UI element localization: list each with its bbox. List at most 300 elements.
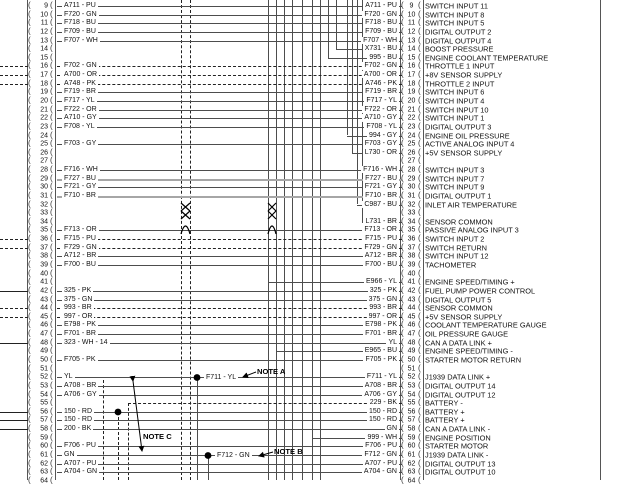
signal-name: SWITCH INPUT 4 [425,96,485,106]
right-pin-socket-icon: ( [418,380,421,390]
wire-line-19 [57,92,402,93]
signal-name: DIGITAL OUTPUT 10 [425,467,496,477]
wire-label-right: A704 - GN [363,468,397,476]
left-pin-socket-icon: ( [50,458,53,468]
right-pin-socket-icon: ( [418,69,421,79]
pin-number-left: 49 [40,347,48,355]
wire-label-right: 995 - BU [369,53,397,61]
right-pin-socket-icon: ( [418,43,421,53]
pin-number-left: 31 [40,192,48,200]
left-pin-socket-icon: ( [50,69,53,79]
right-pin-socket-icon: ( [418,302,421,312]
pin-number-right: 47 [407,330,416,338]
left-pin-socket-icon: ( [50,0,53,10]
pin-number-right: 31 [407,192,416,200]
wire-label-left: A708 - BR [64,381,97,389]
wire-label-right: A707 - PU [364,459,397,467]
left-pin-socket-icon: ( [50,104,53,114]
left-pin-socket-icon: ( [28,207,31,217]
right-pin-socket-icon: ( [401,294,404,304]
wire-stub [0,248,28,249]
right-pin-socket-icon: ( [418,156,421,166]
wire-line-55 [128,403,402,404]
left-pin-socket-icon: ( [28,251,31,261]
pin-number-left: 54 [40,391,48,399]
right-pin-socket-icon: ( [401,320,404,330]
right-pin-socket-icon: ( [401,466,404,476]
wire-line-12 [57,32,402,33]
left-pin-socket-icon: ( [28,61,31,71]
pin-number-left: 55 [40,399,48,407]
signal-name: SENSOR COMMON [425,217,493,227]
wire-line-23 [57,127,402,128]
right-pin-socket-icon: ( [418,87,421,97]
wire-label-left: F709 - BU [64,27,96,35]
pin-number-right: 20 [407,97,416,105]
right-pin-socket-icon: ( [401,138,404,148]
wire-line-50 [57,360,402,361]
left-pin-socket-icon: ( [50,268,53,278]
right-pin-socket-icon: ( [418,415,421,425]
pin-number-left: 18 [40,80,48,88]
signal-name: COOLANT TEMPERATURE GAUGE [425,320,547,330]
wire-label-left: F720 - GN [64,10,97,18]
wire-label-left: A710 - GY [64,114,97,122]
pin-number-left: 26 [40,149,48,157]
right-pin-socket-icon: ( [401,337,404,347]
pin-number-right: 37 [407,244,416,252]
wire-label-left: F703 - GY [64,140,97,148]
wire-line-13 [57,41,402,42]
left-pin-socket-icon: ( [28,130,31,140]
signal-name: INLET AIR TEMPERATURE [425,199,517,209]
wire-label-right: 375 - GN [368,295,397,303]
pin-number-left: 59 [40,434,48,442]
wire-line-46 [57,325,402,326]
right-pin-socket-icon: ( [401,69,404,79]
wire-label-left: YL [64,373,73,381]
right-pin-socket-icon: ( [401,147,404,157]
left-pin-socket-icon: ( [50,371,53,381]
wire-line-28 [57,170,402,171]
signal-name: BOOST PRESSURE [425,44,494,54]
right-pin-socket-icon: ( [418,449,421,459]
pin-number-left: 63 [40,468,48,476]
pin-number-right: 62 [407,460,416,468]
pin-number-left: 27 [40,157,48,165]
wire-label-right: L731 - BR [365,217,397,225]
left-pin-socket-icon: ( [50,242,53,252]
pin-number-left: 19 [40,88,48,96]
signal-name: +5V SENSOR SUPPLY [425,312,503,322]
left-pin-socket-icon: ( [28,346,31,356]
wire-label-right: F729 - GN [364,243,397,251]
pin-number-right: 12 [407,28,416,36]
pin-number-left: 36 [40,235,48,243]
pin-number-left: 58 [40,425,48,433]
right-pin-socket-icon: ( [401,441,404,451]
signal-name: SWITCH RETURN [425,243,487,253]
right-pin-socket-icon: ( [401,406,404,416]
signal-name: DIGITAL OUTPUT 12 [425,389,496,399]
wire-label-left: F719 - BR [64,88,96,96]
wire-label-right: 150 - RD [368,416,397,424]
wire-label-left: 200 - BK [64,425,92,433]
wire-label-left: A707 - PU [64,459,97,467]
left-pin-socket-icon: ( [28,43,31,53]
pin-number-right: 26 [407,149,416,157]
left-pin-socket-icon: ( [50,397,53,407]
pin-number-left: 23 [40,123,48,131]
left-pin-socket-icon: ( [50,441,53,451]
note-a-label: NOTE A [257,367,286,376]
left-pin-socket-icon: ( [50,259,53,269]
left-pin-socket-icon: ( [50,415,53,425]
wire-label-right: F717 - YL [366,96,397,104]
pin-number-right: 17 [407,71,416,79]
left-pin-socket-icon: ( [28,181,31,191]
wire-line-29 [57,179,402,181]
signal-name: SWITCH INPUT 3 [425,165,485,175]
left-pin-socket-icon: ( [28,363,31,373]
drop-wire [208,456,209,480]
left-pin-socket-icon: ( [28,216,31,226]
right-pin-socket-icon: ( [418,164,421,174]
left-pin-socket-icon: ( [28,406,31,416]
right-pin-socket-icon: ( [418,371,421,381]
pin-number-left: 43 [40,296,48,304]
wire-label-right: F710 - BR [365,191,397,199]
right-pin-socket-icon: ( [401,380,404,390]
left-pin-socket-icon: ( [28,190,31,200]
signal-name: DIGITAL OUTPUT 14 [425,381,496,391]
wire-label-right: F709 - BU [365,27,397,35]
right-pin-socket-icon: ( [401,268,404,278]
left-pin-socket-icon: ( [50,302,53,312]
left-pin-socket-icon: ( [28,458,31,468]
right-pin-socket-icon: ( [418,285,421,295]
signal-name: ENGINE SPEED/TIMING - [425,346,513,356]
left-pin-socket-icon: ( [28,173,31,183]
wire-line-17 [57,75,402,76]
right-pin-socket-icon: ( [401,285,404,295]
pin-number-left: 17 [40,71,48,79]
right-pin-socket-icon: ( [418,147,421,157]
signal-name: PASSIVE ANALOG INPUT 3 [425,225,519,235]
wire-stub [0,429,28,430]
wire-label-right: 994 - GY [368,131,397,139]
note-b-label: NOTE B [274,447,303,456]
pin-number-left: 52 [40,373,48,381]
signal-name: SWITCH INPUT 8 [425,9,485,19]
wire-line-56 [57,412,402,413]
right-pin-socket-icon: ( [418,9,421,19]
left-pin-socket-icon: ( [28,199,31,209]
left-pin-socket-icon: ( [50,190,53,200]
left-pin-socket-icon: ( [28,9,31,19]
signal-name: ACTIVE ANALOG INPUT 4 [425,139,515,149]
note-c-label: NOTE C [143,432,172,441]
right-pin-socket-icon: ( [418,242,421,252]
left-pin-socket-icon: ( [50,112,53,122]
right-pin-socket-icon: ( [418,294,421,304]
pin-number-right: 32 [407,201,416,209]
right-pin-socket-icon: ( [418,363,421,373]
wire-line-20 [57,101,402,102]
pin-number-left: 50 [40,356,48,364]
left-pin-socket-icon: ( [50,9,53,19]
right-pin-socket-icon: ( [418,233,421,243]
wire-label-left: F713 - OR [64,226,97,234]
right-pin-socket-icon: ( [401,95,404,105]
pin-number-left: 21 [40,106,48,114]
pin-number-right: 28 [407,166,416,174]
left-pin-socket-icon: ( [50,61,53,71]
left-pin-socket-icon: ( [50,363,53,373]
right-pin-socket-icon: ( [418,216,421,226]
wire-label-right: YL [388,338,397,346]
pin-number-right: 18 [407,80,416,88]
wire-line-44 [57,308,402,309]
right-pin-socket-icon: ( [401,43,404,53]
wire-label-left: F717 - YL [64,96,95,104]
wire-label-left: 997 - OR [64,312,93,320]
signal-name: SWITCH INPUT 11 [425,1,488,11]
right-pin-socket-icon: ( [418,199,421,209]
wire-label-right: F702 - GN [364,62,397,70]
wire-label-right: A708 - BR [364,381,397,389]
left-pin-socket-icon: ( [28,156,31,166]
wire-label-left: F708 - YL [64,122,95,130]
left-pin-socket-icon: ( [28,328,31,338]
signal-name: +8V SENSOR SUPPLY [425,70,503,80]
signal-name: SWITCH INPUT 2 [425,234,485,244]
pin-number-right: 63 [407,468,416,476]
left-pin-socket-icon: ( [28,225,31,235]
left-pin-socket-icon: ( [50,87,53,97]
pin-number-left: 25 [40,140,48,148]
right-pin-socket-icon: ( [401,35,404,45]
pin-number-left: 60 [40,442,48,450]
right-pin-socket-icon: ( [401,190,404,200]
twist-symbol [181,203,190,234]
pin-number-right: 43 [407,296,416,304]
pin-number-left: 42 [40,287,48,295]
wire-label-right: A746 - PK [365,79,397,87]
left-pin-socket-icon: ( [50,225,53,235]
pin-number-right: 55 [407,399,416,407]
signal-name: THROTTLE 1 INPUT [425,61,495,71]
pin-number-right: 24 [407,132,416,139]
pin-number-right: 48 [407,339,416,347]
signal-name: +5V SENSOR SUPPLY [425,148,503,158]
pin-number-left: 13 [40,37,48,45]
right-pin-socket-icon: ( [418,207,421,217]
left-pin-socket-icon: ( [28,268,31,278]
left-pin-socket-icon: ( [50,35,53,45]
right-pin-socket-icon: ( [401,225,404,235]
signal-name: ENGINE POSITION [425,432,491,442]
wire-label-left: F707 - WH [64,36,98,44]
right-pin-socket-icon: ( [401,156,404,166]
left-pin-socket-icon: ( [50,328,53,338]
wire-label-left: A704 - GN [64,468,98,476]
wire-stub [0,420,28,421]
wire-line-35 [57,230,402,231]
pin-number-right: 16 [407,62,416,70]
right-pin-socket-icon: ( [401,164,404,174]
wire-stub [0,317,28,318]
wire-label-right: F708 - YL [366,122,397,130]
right-pin-socket-icon: ( [418,441,421,451]
left-pin-socket-icon: ( [50,199,53,209]
left-pin-socket-icon: ( [28,432,31,442]
left-pin-socket-icon: ( [50,337,53,347]
wire-line-45 [57,317,402,318]
right-pin-socket-icon: ( [418,268,421,278]
pin-number-right: 36 [407,235,416,243]
left-pin-socket-icon: ( [50,423,53,433]
left-pin-socket-icon: ( [28,259,31,269]
pin-number-left: 12 [40,28,48,36]
right-pin-socket-icon: ( [418,251,421,261]
right-pin-socket-icon: ( [401,87,404,97]
wire-label-right: F705 - PK [365,355,397,363]
left-pin-socket-icon: ( [50,26,53,36]
wire-line-63 [57,472,402,473]
right-pin-socket-icon: ( [401,432,404,442]
wire-line-18 [57,84,402,85]
signal-name: ENGINE OIL PRESSURE [425,130,510,140]
pin-number-right: 34 [407,218,416,226]
right-pin-socket-icon: ( [401,130,404,140]
pin-number-left: 45 [40,313,48,321]
wire-label-left: A700 - OR [64,71,98,79]
right-pin-socket-icon: ( [418,397,421,407]
pin-number-left: 64 [40,477,48,485]
right-pin-socket-icon: ( [418,225,421,235]
wire-label-right: 325 - PK [369,286,397,294]
signal-name: STARTER MOTOR [425,441,489,451]
pin-number-left: 48 [40,339,48,347]
wire-label-right: F727 - BU [365,174,397,182]
pin-number-right: 45 [407,313,416,321]
pin-number-right: 33 [407,209,416,217]
pin-number-left: 47 [40,330,48,338]
right-pin-socket-icon: ( [401,242,404,252]
pin-number-right: 56 [407,408,416,416]
wire-label-right: A712 - BR [364,252,397,260]
pin-number-right: 61 [407,451,416,459]
wire-label-left: A706 - GY [64,390,97,398]
wire-label-right: F722 - OR [364,105,397,113]
signal-name: BATTERY + [425,407,465,417]
signal-name: ENGINE COOLANT TEMPERATURE [425,53,549,63]
right-pin-socket-icon: ( [401,173,404,183]
wire-label-right: E966 - YL [365,278,397,286]
left-pin-socket-icon: ( [28,371,31,381]
left-pin-socket-icon: ( [28,294,31,304]
wire-line-11 [57,23,402,24]
signal-name: DIGITAL OUTPUT 3 [425,122,492,132]
wire-line-42 [57,291,402,292]
right-pin-socket-icon: ( [418,458,421,468]
signal-name: STARTER MOTOR RETURN [425,355,522,365]
left-pin-socket-icon: ( [28,475,31,485]
pin-number-left: 10 [40,11,48,19]
wire-label-right: F701 - BR [365,330,397,338]
wire-label-right: F703 - GY [364,140,397,148]
right-pin-socket-icon: ( [401,78,404,88]
right-pin-socket-icon: ( [401,251,404,261]
left-pin-socket-icon: ( [50,285,53,295]
wire-label-right: F713 - OR [364,226,397,234]
left-pin-socket-icon: ( [50,389,53,399]
pin-number-right: 29 [407,175,416,183]
wire-line-53 [57,386,402,387]
right-pin-socket-icon: ( [401,0,404,10]
wire-label-left: F716 - WH [64,165,98,173]
pin-number-right: 13 [407,37,416,45]
signal-name: DIGITAL OUTPUT 13 [425,458,496,468]
left-pin-socket-icon: ( [50,181,53,191]
wire-label-right: 999 - WH [367,433,397,441]
wire-line-21 [57,110,402,111]
left-pin-socket-icon: ( [50,449,53,459]
signal-name: SENSOR COMMON [425,303,493,313]
left-pin-socket-icon: ( [28,285,31,295]
right-pin-socket-icon: ( [401,121,404,131]
wire-stub [0,66,28,67]
left-pin-socket-icon: ( [50,207,53,217]
left-pin-socket-icon: ( [28,320,31,330]
wire-label-left: A712 - BR [64,252,97,260]
mid-wire-label-f711: F711 - YL [206,373,237,381]
left-pin-socket-icon: ( [28,441,31,451]
wire-label-left: 375 - GN [64,295,93,303]
pin-number-left: 11 [40,19,48,27]
signal-name: FUEL PUMP POWER CONTROL [425,286,536,296]
pin-number-left: 28 [40,166,48,174]
left-pin-socket-icon: ( [50,138,53,148]
wire-label-right: F711 - YL [366,373,397,381]
wire-label-right: 997 - OR [368,312,397,320]
wire-label-left: F700 - BU [64,260,96,268]
right-pin-socket-icon: ( [401,199,404,209]
left-pin-socket-icon: ( [50,346,53,356]
pin-number-left: 22 [40,114,48,122]
pin-number-right: 19 [407,88,416,96]
wire-label-right: L730 - OR [364,148,397,156]
left-pin-socket-icon: ( [28,276,31,286]
left-pin-socket-icon: ( [50,466,53,476]
wire-label-right: F720 - GN [364,10,397,18]
signal-name: DIGITAL OUTPUT 5 [425,294,492,304]
wire-stub [0,308,28,309]
right-pin-socket-icon: ( [418,259,421,269]
right-pin-socket-icon: ( [418,0,421,10]
pin-number-right: 39 [407,261,416,269]
signal-name: DIGITAL OUTPUT 1 [425,191,492,201]
right-pin-socket-icon: ( [418,130,421,140]
wire-label-right: F718 - BU [365,19,397,27]
signal-name: CAN A DATA LINK - [425,424,491,434]
wire-label-left: F701 - BR [64,330,96,338]
wire-line-36 [57,239,402,240]
pin-number-right: 52 [407,373,416,381]
wire-line-37 [57,248,402,249]
right-pin-socket-icon: ( [401,26,404,36]
